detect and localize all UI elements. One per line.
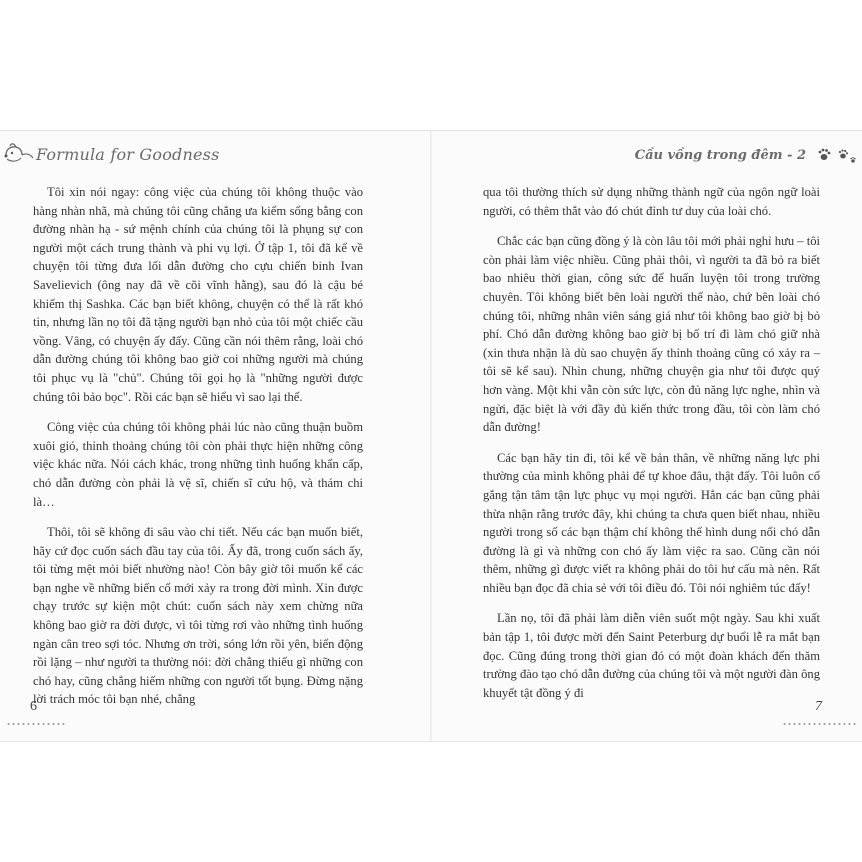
right-page-number: 7 — [815, 699, 822, 714]
paragraph: Tôi xin nói ngay: công việc của chúng tôi không thuộc vào hàng nhàn nhã, mà chúng tôi cũng chẳng ưa kiếm sống bằng con đường nhàn hạ - sứ mệnh chính của chúng tôi là phụng sự con người một cách trung thành và phi vụ lợi. Ở tập 1, tôi đã kể về chuyện tôi từng đưa lối dẫn đường cho cựu chiến binh Ivan Savelievich (ông nay đã về cõi vĩnh hằng), sau đó là cậu bé khiếm thị Sashka. Các bạn biết không, chuyện có thể là rất khó tin, nhưng lần nọ tôi đã tặng người bạn nhỏ của tôi một chiếc cầu vồng. Vâng, có chuyện ấy đấy. Cũng cần nói thêm rằng, loài chó dẫn đường chúng tôi không bao giờ coi những người mà chúng tôi phục vụ là "chủ". Chúng tôi gọi họ là "những người được chúng tôi bảo bọc". Rồi các bạn sẽ hiểu vì sao lại thế. — [33, 185, 363, 404]
right-page-body — [483, 183, 820, 714]
left-page-body — [33, 183, 363, 721]
right-dotted-rule — [782, 723, 858, 725]
paragraph: Công việc của chúng tôi không phải lúc nào cũng thuận buồm xuôi gió, thỉnh thoảng chúng tôi còn phải thực hiện những công việc khác nữa. Nói cách khác, trong những tình huống khẩn cấp, chó dẫn đường còn phải là vệ sĩ, chiến sĩ cứu hộ, và thám chi là… — [33, 420, 363, 509]
dog-icon — [2, 141, 36, 167]
paws-icon — [816, 144, 856, 166]
paragraph: Lần nọ, tôi đã phải làm diễn viên suốt một ngày. Sau khi xuất bản tập 1, tôi được mời đến Saint Peterburg dự buổi lễ ra mắt bạn đọc. Cũng đúng trong thời gian đó có một đoàn khách đến thăm trường đào tạo chó dẫn đường của chúng tôi và một người đàn ông khuyết tật đồng ý đi — [483, 611, 820, 700]
paragraph: qua tôi thường thích sử dụng những thành ngữ của ngôn ngữ loài người, có thêm thắt vào đó chút đỉnh tư duy của loài chó. — [483, 185, 820, 218]
chapter-title: Cầu vồng trong đêm - 2 — [634, 147, 806, 163]
paragraph: Thôi, tôi sẽ không đi sâu vào chi tiết. Nếu các bạn muốn biết, hãy cứ đọc cuốn sách đầu tay của tôi. Ấy đã, trong cuốn sách ấy, tôi từng mệt mỏi biết nhường nào! Còn bây giờ tôi muốn kể các bạn nghe về những biến cố mới xảy ra trong đời mình. Xin được chạy trước sự kiện một chút: cuốn sách này xem chừng nữa không bao giờ ra đời được, vì tôi từng rơi vào những tình huống ngàn cân treo sợi tóc. Nhưng ơn trời, sóng lớn rồi yên, biển động rồi lặng – như người ta thường nói: đời chẳng thiếu gì những con chó hay, cũng chẳng hiếm những con người tốt bụng. Đừng nặng lời trách móc tôi bạn nhé, chẳng — [33, 525, 363, 707]
right-running-header — [635, 141, 856, 169]
book-spread — [0, 130, 862, 742]
left-page-number: 6 — [30, 699, 37, 714]
page-gutter — [430, 131, 432, 741]
series-title: Formula for Goodness — [36, 144, 220, 164]
left-dotted-rule — [6, 723, 66, 725]
paragraph: Các bạn hãy tin đi, tôi kể về bản thân, về những năng lực phi thường của mình không phải để tự khoe đâu, thật đấy. Tôi luôn cố gắng tận tâm tận lực phục vụ mọi người. Hẳn các bạn cũng phải thừa nhận rằng trước đây, khi chúng ta chưa quen biết nhau, nhiều người trong số các bạn thậm chí không thể hình dung nổi chó dẫn đường là gì và những con chó ấy làm việc ra sao. Cũng cần nói thêm, những gì được viết ra không phải do tôi hư cấu mà nên. Rất nhiều bạn đọc đã chia sẻ với tôi điều đó. Tôi nói nghiêm túc đấy! — [483, 450, 820, 595]
paragraph: Chắc các bạn cũng đồng ý là còn lâu tôi mới phải nghỉ hưu – tôi còn phải làm việc nhiều. Cũng phải thôi, vì người ta đã bỏ ra biết bao nhiêu thời gian, công sức để huấn luyện tôi trong trường chuyên. Tôi không biết bên loài người thế nào, chứ bên loài chó chúng tôi, những nhân viên sáng giá như tôi không bao giờ bị bỏ phí. Chó dẫn đường không bao giờ bị bố trí đi làm chó giữ nhà (xin thưa nhận là dù sao chuyện ấy thỉnh thoảng cũng có xảy ra – tôi sẽ kể sau). Nhìn chung, những chuyện gia như tôi được quý hơn vàng. Một khi vẫn còn sức lực, còn đủ năng lực nghe, nhìn và ngửi, đặc biệt là với đầy đủ kiến thức trong đầu, tôi còn làm chó dẫn đường! — [483, 234, 821, 435]
left-running-header — [0, 139, 220, 169]
